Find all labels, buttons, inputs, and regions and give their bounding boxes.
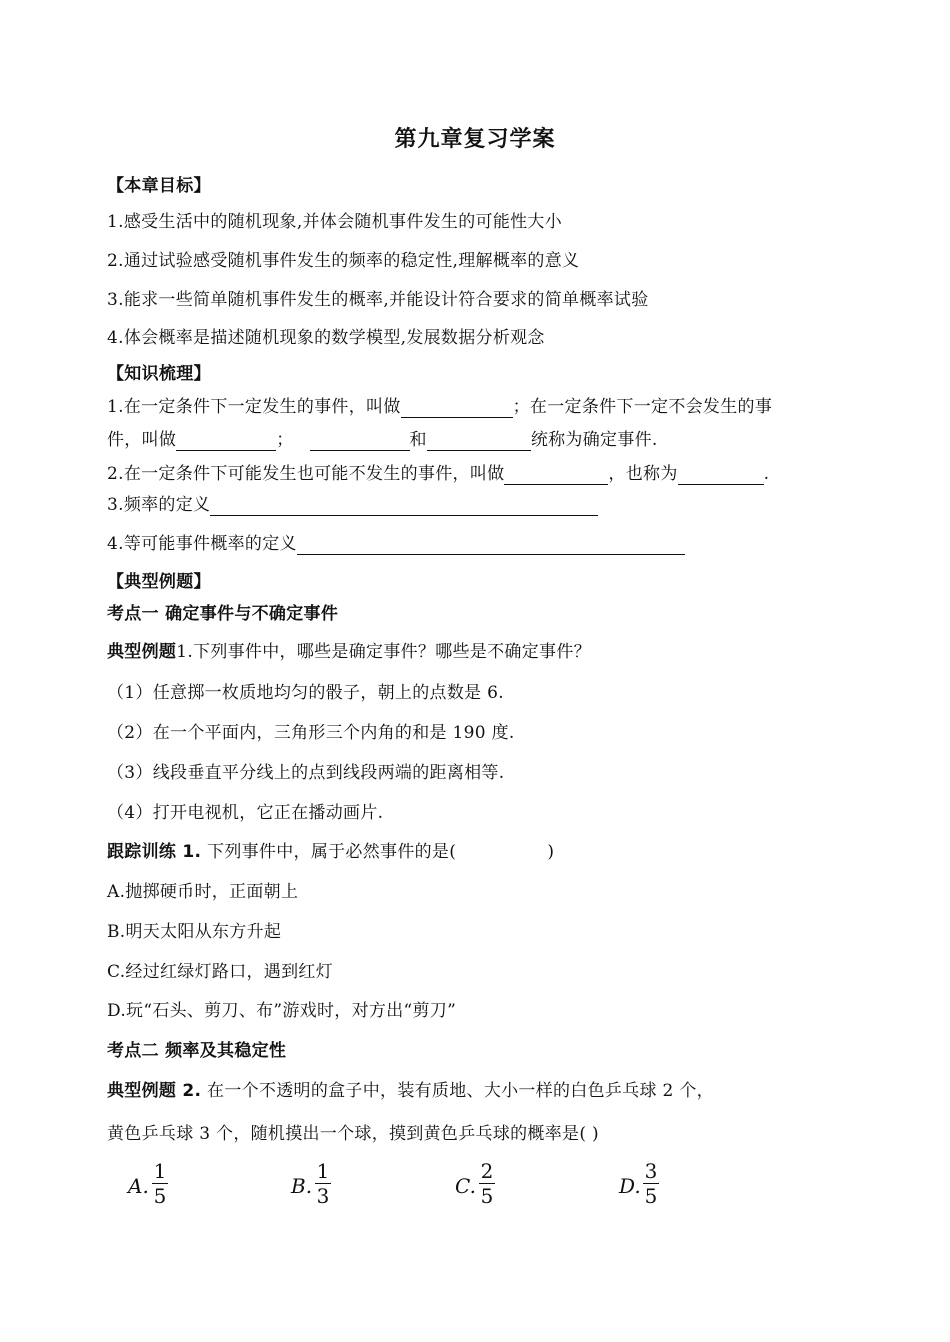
numerator: 2 (480, 1159, 494, 1183)
fill-blank[interactable] (427, 432, 531, 451)
knowledge-item-1-line-2 (107, 429, 658, 451)
knowledge-1-text-c: 件，叫做 (107, 430, 177, 450)
choice-c-fraction (479, 1160, 495, 1207)
choice-d-letter: D. (619, 1174, 641, 1198)
option-c: C.经过红绿灯路口，遇到红灯 (107, 962, 334, 982)
topic-2-heading: 考点二 频率及其稳定性 (107, 1041, 287, 1061)
knowledge-1-text-e: 和 (409, 430, 427, 450)
example-2-label: 典型例题 2. (107, 1081, 202, 1101)
numerator: 1 (316, 1159, 330, 1183)
knowledge-2-text-a: 2.在一定条件下可能发生也可能不发生的事件，叫做 (107, 464, 505, 484)
section-goals-heading: 【本章目标】 (107, 176, 211, 196)
page-title: 第九章复习学案 (394, 127, 556, 152)
knowledge-item-1-line-1 (107, 396, 772, 418)
choice-b-fraction (315, 1160, 331, 1207)
example-item-1: （1）任意掷一枚质地均匀的骰子，朝上的点数是 6. (107, 683, 504, 703)
goal-item-3: 3.能求一些简单随机事件发生的概率,并能设计符合要求的简单概率试验 (107, 290, 649, 310)
example-text: 1.下列事件中，哪些是确定事件？哪些是不确定事件？ (176, 642, 591, 662)
fill-blank[interactable] (176, 432, 276, 451)
denominator: 5 (644, 1184, 658, 1208)
practice-text: 下列事件中，属于必然事件的是( ) (201, 842, 555, 862)
example-item-2: （2）在一个平面内，三角形三个内角的和是 190 度. (107, 723, 515, 743)
option-b: B.明天太阳从东方升起 (107, 922, 282, 942)
numerator: 3 (644, 1159, 658, 1183)
knowledge-1-text-b: ；在一定条件下一定不会发生的事 (512, 397, 773, 417)
knowledge-1-text-f: 统称为确定事件. (530, 430, 658, 450)
numerator: 1 (153, 1159, 167, 1183)
knowledge-1-text-d: ； (276, 430, 294, 450)
topic-1-example (107, 641, 591, 663)
example-item-3: （3）线段垂直平分线上的点到线段两端的距离相等. (107, 763, 505, 783)
topic-2-example-line-2: 黄色乒乓球 3 个，随机摸出一个球，摸到黄色乒乓球的概率是( ) (107, 1124, 599, 1144)
denominator: 3 (316, 1184, 330, 1208)
topic-1-heading: 考点一 确定事件与不确定事件 (107, 604, 339, 624)
goal-item-4: 4.体会概率是描述随机现象的数学模型,发展数据分析观念 (107, 328, 545, 348)
knowledge-2-text-c: . (763, 464, 770, 484)
knowledge-2-text-b: ，也称为 (608, 464, 678, 484)
practice-1 (107, 841, 554, 863)
goal-item-2: 2.通过试验感受随机事件发生的频率的稳定性,理解概率的意义 (107, 251, 580, 271)
option-d: D.玩“石头、剪刀、布”游戏时，对方出“剪刀” (107, 1001, 457, 1021)
fill-blank[interactable] (310, 432, 410, 451)
example-item-4: （4）打开电视机，它正在播动画片. (107, 803, 384, 823)
example-label: 典型例题 (107, 642, 177, 662)
choice-d-fraction (643, 1160, 659, 1207)
knowledge-1-text-a: 1.在一定条件下一定发生的事件，叫做 (107, 397, 401, 417)
section-examples-heading: 【典型例题】 (107, 572, 211, 592)
knowledge-item-2 (107, 463, 769, 485)
example-2-text: 在一个不透明的盒子中，装有质地、大小一样的白色乒乓球 2 个， (201, 1081, 714, 1101)
choice-a-letter: A. (128, 1174, 149, 1198)
goal-item-1: 1.感受生活中的随机现象,并体会随机事件发生的可能性大小 (107, 212, 563, 232)
fill-blank[interactable] (210, 497, 598, 516)
choice-c-letter: C. (455, 1174, 476, 1198)
denominator: 5 (480, 1184, 494, 1208)
fill-blank[interactable] (401, 399, 513, 418)
option-a: A.抛掷硬币时，正面朝上 (107, 882, 299, 902)
knowledge-item-4 (107, 533, 685, 555)
knowledge-3-text: 3.频率的定义 (107, 495, 211, 515)
denominator: 5 (153, 1184, 167, 1208)
fill-blank[interactable] (678, 466, 764, 485)
knowledge-item-3 (107, 494, 598, 516)
topic-2-example-line-1 (107, 1080, 714, 1102)
choice-b-letter: B. (291, 1174, 313, 1198)
section-knowledge-heading: 【知识梳理】 (107, 364, 211, 384)
fill-blank[interactable] (297, 536, 685, 555)
practice-label: 跟踪训练 1. (107, 842, 202, 862)
knowledge-4-text: 4.等可能事件概率的定义 (107, 534, 297, 554)
fill-blank[interactable] (504, 466, 608, 485)
choice-a-fraction (152, 1160, 168, 1207)
